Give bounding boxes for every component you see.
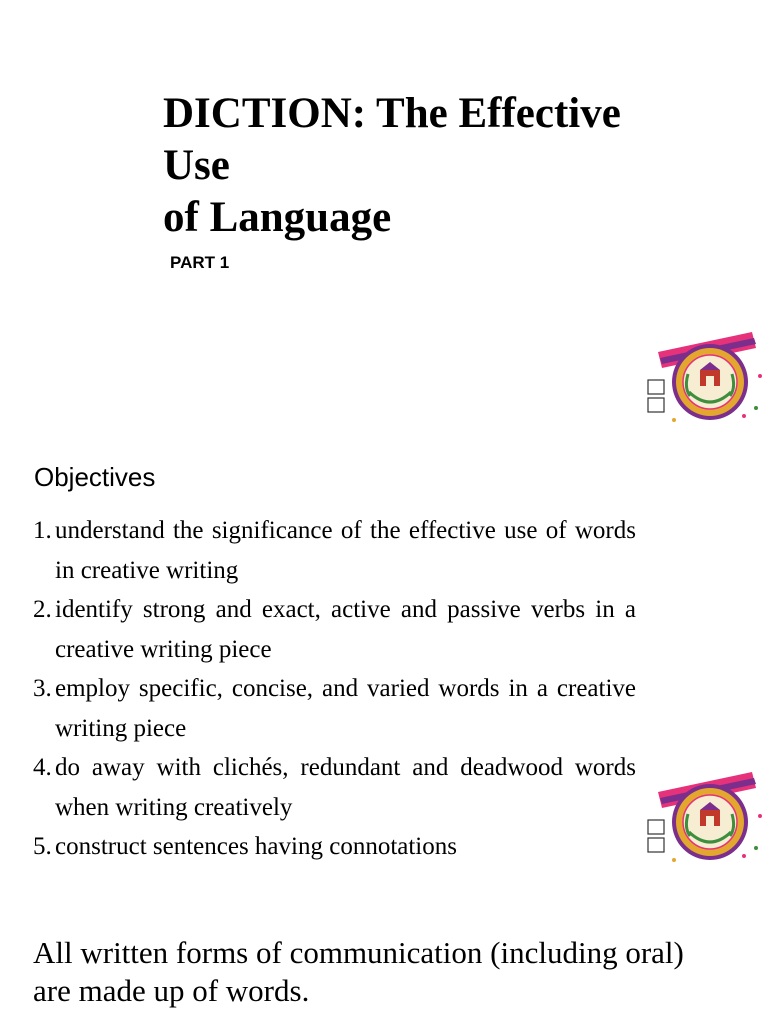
objective-item xyxy=(33,827,636,867)
objective-item xyxy=(33,511,636,590)
objective-number: 2. xyxy=(33,596,52,623)
school-logo xyxy=(644,770,766,870)
objective-number: 5. xyxy=(33,833,52,860)
slide-body-text: All written forms of communication (including oral) are made up of words. xyxy=(33,935,684,1008)
objectives-slide xyxy=(0,440,768,890)
objective-text: understand the significance of the effective use of words in creative writing xyxy=(55,517,636,584)
objective-item xyxy=(33,669,636,748)
title-line: of Language xyxy=(163,194,392,241)
objectives-heading: Objectives xyxy=(34,462,156,492)
title-slide xyxy=(0,0,768,440)
slide-title xyxy=(163,88,723,244)
objective-number: 4. xyxy=(33,754,52,781)
objective-text: construct sentences having connotations xyxy=(55,833,457,860)
objective-number: 1. xyxy=(33,517,52,544)
objective-item xyxy=(33,590,636,669)
title-line: Use xyxy=(163,142,230,189)
objective-text: do away with clichés, redundant and deadwood words when writing creatively xyxy=(55,754,636,821)
objective-text: identify strong and exact, active and passive verbs in a creative writing piece xyxy=(55,596,636,663)
content-slide xyxy=(0,890,768,1024)
objective-item xyxy=(33,748,636,827)
objective-text: employ specific, concise, and varied words in a creative writing piece xyxy=(55,675,636,742)
slide-subtitle: PART 1 xyxy=(170,253,230,272)
objective-number: 3. xyxy=(33,675,52,702)
objectives-list xyxy=(33,511,636,867)
title-line: DICTION: The Effective xyxy=(163,90,621,137)
school-logo xyxy=(644,330,766,430)
